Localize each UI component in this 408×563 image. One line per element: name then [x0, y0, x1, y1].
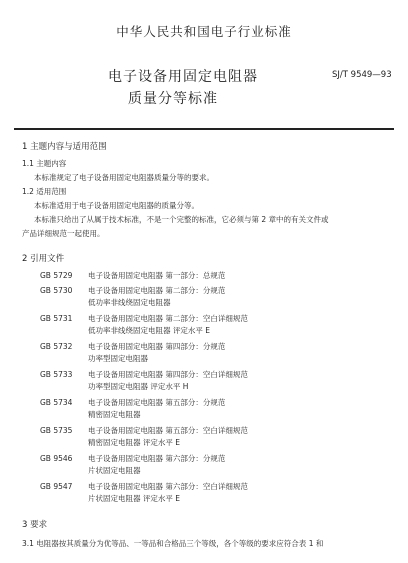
section-2-heading: 2 引用文件 — [22, 254, 65, 264]
reference-code: GB 5731 — [40, 314, 73, 323]
reference-subtitle: 低功率非线绕固定电阻器 评定水平 E — [88, 326, 211, 335]
section-3-1-text: 3.1 电阻器按其质量分为优等品、一等品和合格品三个等级，各个等级的要求应符合表 1 和 — [22, 539, 324, 548]
subsection-1-2-text-line1: 本标准适用于电子设备用固定电阻器的质量分等。 — [34, 201, 199, 210]
reference-item — [40, 313, 248, 335]
reference-item — [40, 481, 248, 503]
reference-title: 电子设备用固定电阻器 第六部分：分规范 — [88, 454, 226, 463]
reference-code: GB 5735 — [40, 426, 73, 435]
reference-item — [40, 425, 248, 447]
reference-item — [40, 397, 226, 419]
title-divider — [14, 128, 394, 130]
reference-title: 电子设备用固定电阻器 第六部分：空白详细规范 — [88, 482, 248, 491]
subsection-1-2-heading: 1.2 适用范围 — [22, 187, 67, 196]
reference-subtitle: 低功率非线绕固定电阻器 — [88, 298, 171, 307]
reference-subtitle: 功率型固定电阻器 评定水平 H — [88, 382, 189, 391]
reference-item — [40, 285, 226, 307]
subsection-1-2-text-line2: 本标准只给出了从属于技术标准，不是一个完整的标准，它必须与第 2 章中的有关文件或 — [34, 215, 329, 224]
reference-code: GB 9547 — [40, 482, 73, 491]
reference-item — [40, 453, 226, 475]
reference-title: 电子设备用固定电阻器 第二部分：空白详细规范 — [88, 314, 248, 323]
reference-subtitle: 片状固定电阻器 — [88, 466, 141, 475]
reference-title: 电子设备用固定电阻器 第一部分：总规范 — [88, 271, 226, 280]
reference-item — [40, 369, 248, 391]
subsection-1-2-text-line3: 产品详细规范一起使用。 — [22, 229, 105, 238]
reference-item — [40, 270, 225, 281]
section-1-heading: 1 主题内容与适用范围 — [22, 142, 107, 152]
standard-number: SJ/T 9549—93 — [332, 70, 392, 80]
reference-code: GB 9546 — [40, 454, 73, 463]
reference-title: 电子设备用固定电阻器 第二部分：分规范 — [88, 286, 226, 295]
reference-code: GB 5733 — [40, 370, 73, 379]
reference-subtitle: 片状固定电阻器 评定水平 E — [88, 494, 181, 503]
reference-subtitle: 精密固定电阻器 — [88, 410, 141, 419]
subsection-1-1-text: 本标准规定了电子设备用固定电阻器质量分等的要求。 — [34, 173, 214, 182]
reference-item — [40, 341, 226, 363]
reference-code: GB 5730 — [40, 286, 73, 295]
reference-title: 电子设备用固定电阻器 第五部分：空白详细规范 — [88, 426, 248, 435]
reference-title: 电子设备用固定电阻器 第四部分：空白详细规范 — [88, 370, 248, 379]
reference-title: 电子设备用固定电阻器 第四部分：分规范 — [88, 342, 226, 351]
reference-code: GB 5732 — [40, 342, 73, 351]
reference-code: GB 5729 — [40, 271, 73, 280]
subsection-1-1-heading: 1.1 主题内容 — [22, 159, 67, 168]
document-title-line2: 质量分等标准 — [128, 91, 218, 107]
reference-subtitle: 功率型固定电阻器 — [88, 354, 148, 363]
reference-subtitle: 精密固定电阻器 评定水平 E — [88, 438, 181, 447]
reference-title: 电子设备用固定电阻器 第五部分：分规范 — [88, 398, 226, 407]
section-3-heading: 3 要求 — [22, 520, 48, 530]
reference-code: GB 5734 — [40, 398, 73, 407]
document-title-line1: 电子设备用固定电阻器 — [108, 69, 258, 85]
standard-category-header: 中华人民共和国电子行业标准 — [116, 24, 292, 39]
